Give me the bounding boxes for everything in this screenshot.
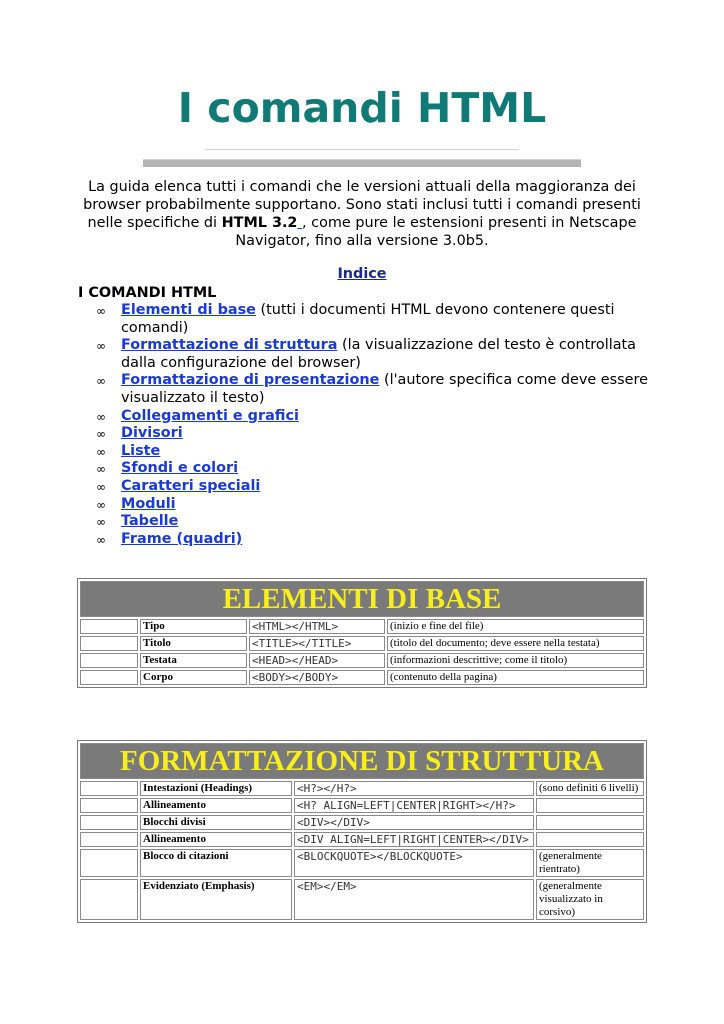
table-row <box>80 832 644 847</box>
command-code: <EM></EM> <box>294 879 534 920</box>
command-desc: (inizio e fine del file) <box>387 619 644 634</box>
empty-cell <box>80 815 138 830</box>
command-code: <DIV ALIGN=LEFT|RIGHT|CENTER></DIV> <box>294 832 534 847</box>
toc-link-formattazione-di-struttura[interactable]: Formattazione di struttura <box>121 337 338 354</box>
toc-link-formattazione-di-presentazione[interactable]: Formattazione di presentazione <box>121 372 380 389</box>
command-desc <box>536 832 644 847</box>
table-row <box>80 849 644 877</box>
intro-text-1: La guida elenca tutti i comandi che le versioni attuali della maggioranza dei browser probabilmente supportano. Sono stati inclusi tutti i comandi presenti nelle specifiche di <box>83 179 641 231</box>
empty-cell <box>80 798 138 813</box>
command-desc: (titolo del documento; deve essere nella testata) <box>387 636 644 651</box>
empty-cell <box>80 832 138 847</box>
intro-text-2: , come pure le estensioni presenti in Netscape Navigator, fino alla versione 3.0b5. <box>235 215 637 249</box>
table-row <box>80 619 644 634</box>
command-desc <box>536 815 644 830</box>
infinity-bullet-icon: ∞ <box>96 339 106 354</box>
toc-item <box>96 513 656 531</box>
toc-link-collegamenti-e-grafici[interactable]: Collegamenti e grafici <box>121 407 299 424</box>
table-row <box>80 798 644 813</box>
empty-cell <box>80 636 138 651</box>
command-desc: (generalmente visualizzato in corsivo) <box>536 879 644 920</box>
command-name: Evidenziato (Emphasis) <box>140 879 292 920</box>
command-name: Blocchi divisi <box>140 815 292 830</box>
toc-desc: (l'autore specifica come deve essere visualizzato il testo) <box>121 372 648 406</box>
toc-desc: (tutti i documenti HTML devono contenere questi comandi) <box>121 302 615 336</box>
toc-item <box>96 425 656 443</box>
toc-list <box>96 302 656 548</box>
thick-divider <box>143 159 581 167</box>
toc-item <box>96 372 656 407</box>
infinity-bullet-icon: ∞ <box>96 462 106 477</box>
index-link[interactable]: Indice <box>337 266 387 282</box>
command-name: Blocco di citazioni <box>140 849 292 877</box>
toc-item <box>96 460 656 478</box>
toc-item <box>96 337 656 372</box>
command-code: <HTML></HTML> <box>249 619 385 634</box>
thin-divider <box>205 149 519 150</box>
command-name: Allineamento <box>140 832 292 847</box>
section-banner: FORMATTAZIONE DI STRUTTURA <box>80 743 644 779</box>
empty-cell <box>80 619 138 634</box>
empty-cell <box>80 670 138 685</box>
empty-cell <box>80 781 138 796</box>
section-banner: ELEMENTI DI BASE <box>80 581 644 617</box>
toc-item <box>96 408 656 426</box>
command-name: Corpo <box>140 670 247 685</box>
command-code: <HEAD></HEAD> <box>249 653 385 668</box>
table-row <box>80 781 644 796</box>
toc-link-caratteri-speciali[interactable]: Caratteri speciali <box>121 477 261 494</box>
toc-item <box>96 302 656 337</box>
toc-link-liste[interactable]: Liste <box>121 442 161 459</box>
toc-item <box>96 478 656 496</box>
command-desc: (generalmente rientrato) <box>536 849 644 877</box>
toc-item <box>96 531 656 549</box>
command-code: <H? ALIGN=LEFT|CENTER|RIGHT></H?> <box>294 798 534 813</box>
html-version: HTML 3.2 <box>221 215 298 231</box>
command-code: <BLOCKQUOTE></BLOCKQUOTE> <box>294 849 534 877</box>
intro-paragraph <box>72 178 652 250</box>
table-formattazione-di-struttura <box>77 740 647 923</box>
table-elementi-di-base <box>77 578 647 688</box>
infinity-bullet-icon: ∞ <box>96 409 106 424</box>
command-name: Titolo <box>140 636 247 651</box>
toc-link-sfondi-e-colori[interactable]: Sfondi e colori <box>121 460 239 477</box>
toc-link-tabelle[interactable]: Tabelle <box>121 513 179 530</box>
infinity-bullet-icon: ∞ <box>96 515 106 530</box>
command-code: <H?></H?> <box>294 781 534 796</box>
table-row <box>80 636 644 651</box>
infinity-bullet-icon: ∞ <box>96 497 106 512</box>
table-row <box>80 815 644 830</box>
table-row <box>80 879 644 920</box>
toc-heading: I COMANDI HTML <box>78 285 217 301</box>
infinity-bullet-icon: ∞ <box>96 304 106 318</box>
toc-item <box>96 443 656 461</box>
table-row <box>80 670 644 685</box>
command-name: Testata <box>140 653 247 668</box>
command-desc: (informazioni descrittive; come il titolo) <box>387 653 644 668</box>
infinity-bullet-icon: ∞ <box>96 479 106 494</box>
toc-link-divisori[interactable]: Divisori <box>121 425 183 442</box>
command-name: Allineamento <box>140 798 292 813</box>
command-code: <BODY></BODY> <box>249 670 385 685</box>
toc-link-frame[interactable]: Frame (quadri) <box>121 530 243 547</box>
toc-link-moduli[interactable]: Moduli <box>121 495 176 512</box>
command-desc: (contenuto della pagina) <box>387 670 644 685</box>
empty-cell <box>80 653 138 668</box>
infinity-bullet-icon: ∞ <box>96 444 106 459</box>
command-name: Tipo <box>140 619 247 634</box>
infinity-bullet-icon: ∞ <box>96 374 106 389</box>
command-name: Intestazioni (Headings) <box>140 781 292 796</box>
command-code: <TITLE></TITLE> <box>249 636 385 651</box>
page-title: I comandi HTML <box>177 84 547 132</box>
toc-desc: (la visualizzazione del testo è controllata dalla configurazione del browser) <box>121 337 636 371</box>
toc-item <box>96 496 656 514</box>
infinity-bullet-icon: ∞ <box>96 427 106 442</box>
empty-cell <box>80 879 138 920</box>
command-code: <DIV></DIV> <box>294 815 534 830</box>
command-desc <box>536 798 644 813</box>
table-row <box>80 653 644 668</box>
infinity-bullet-icon: ∞ <box>96 532 106 547</box>
toc-link-elementi-di-base[interactable]: Elementi di base <box>121 302 256 318</box>
empty-cell <box>80 849 138 877</box>
command-desc: (sono definiti 6 livelli) <box>536 781 644 796</box>
